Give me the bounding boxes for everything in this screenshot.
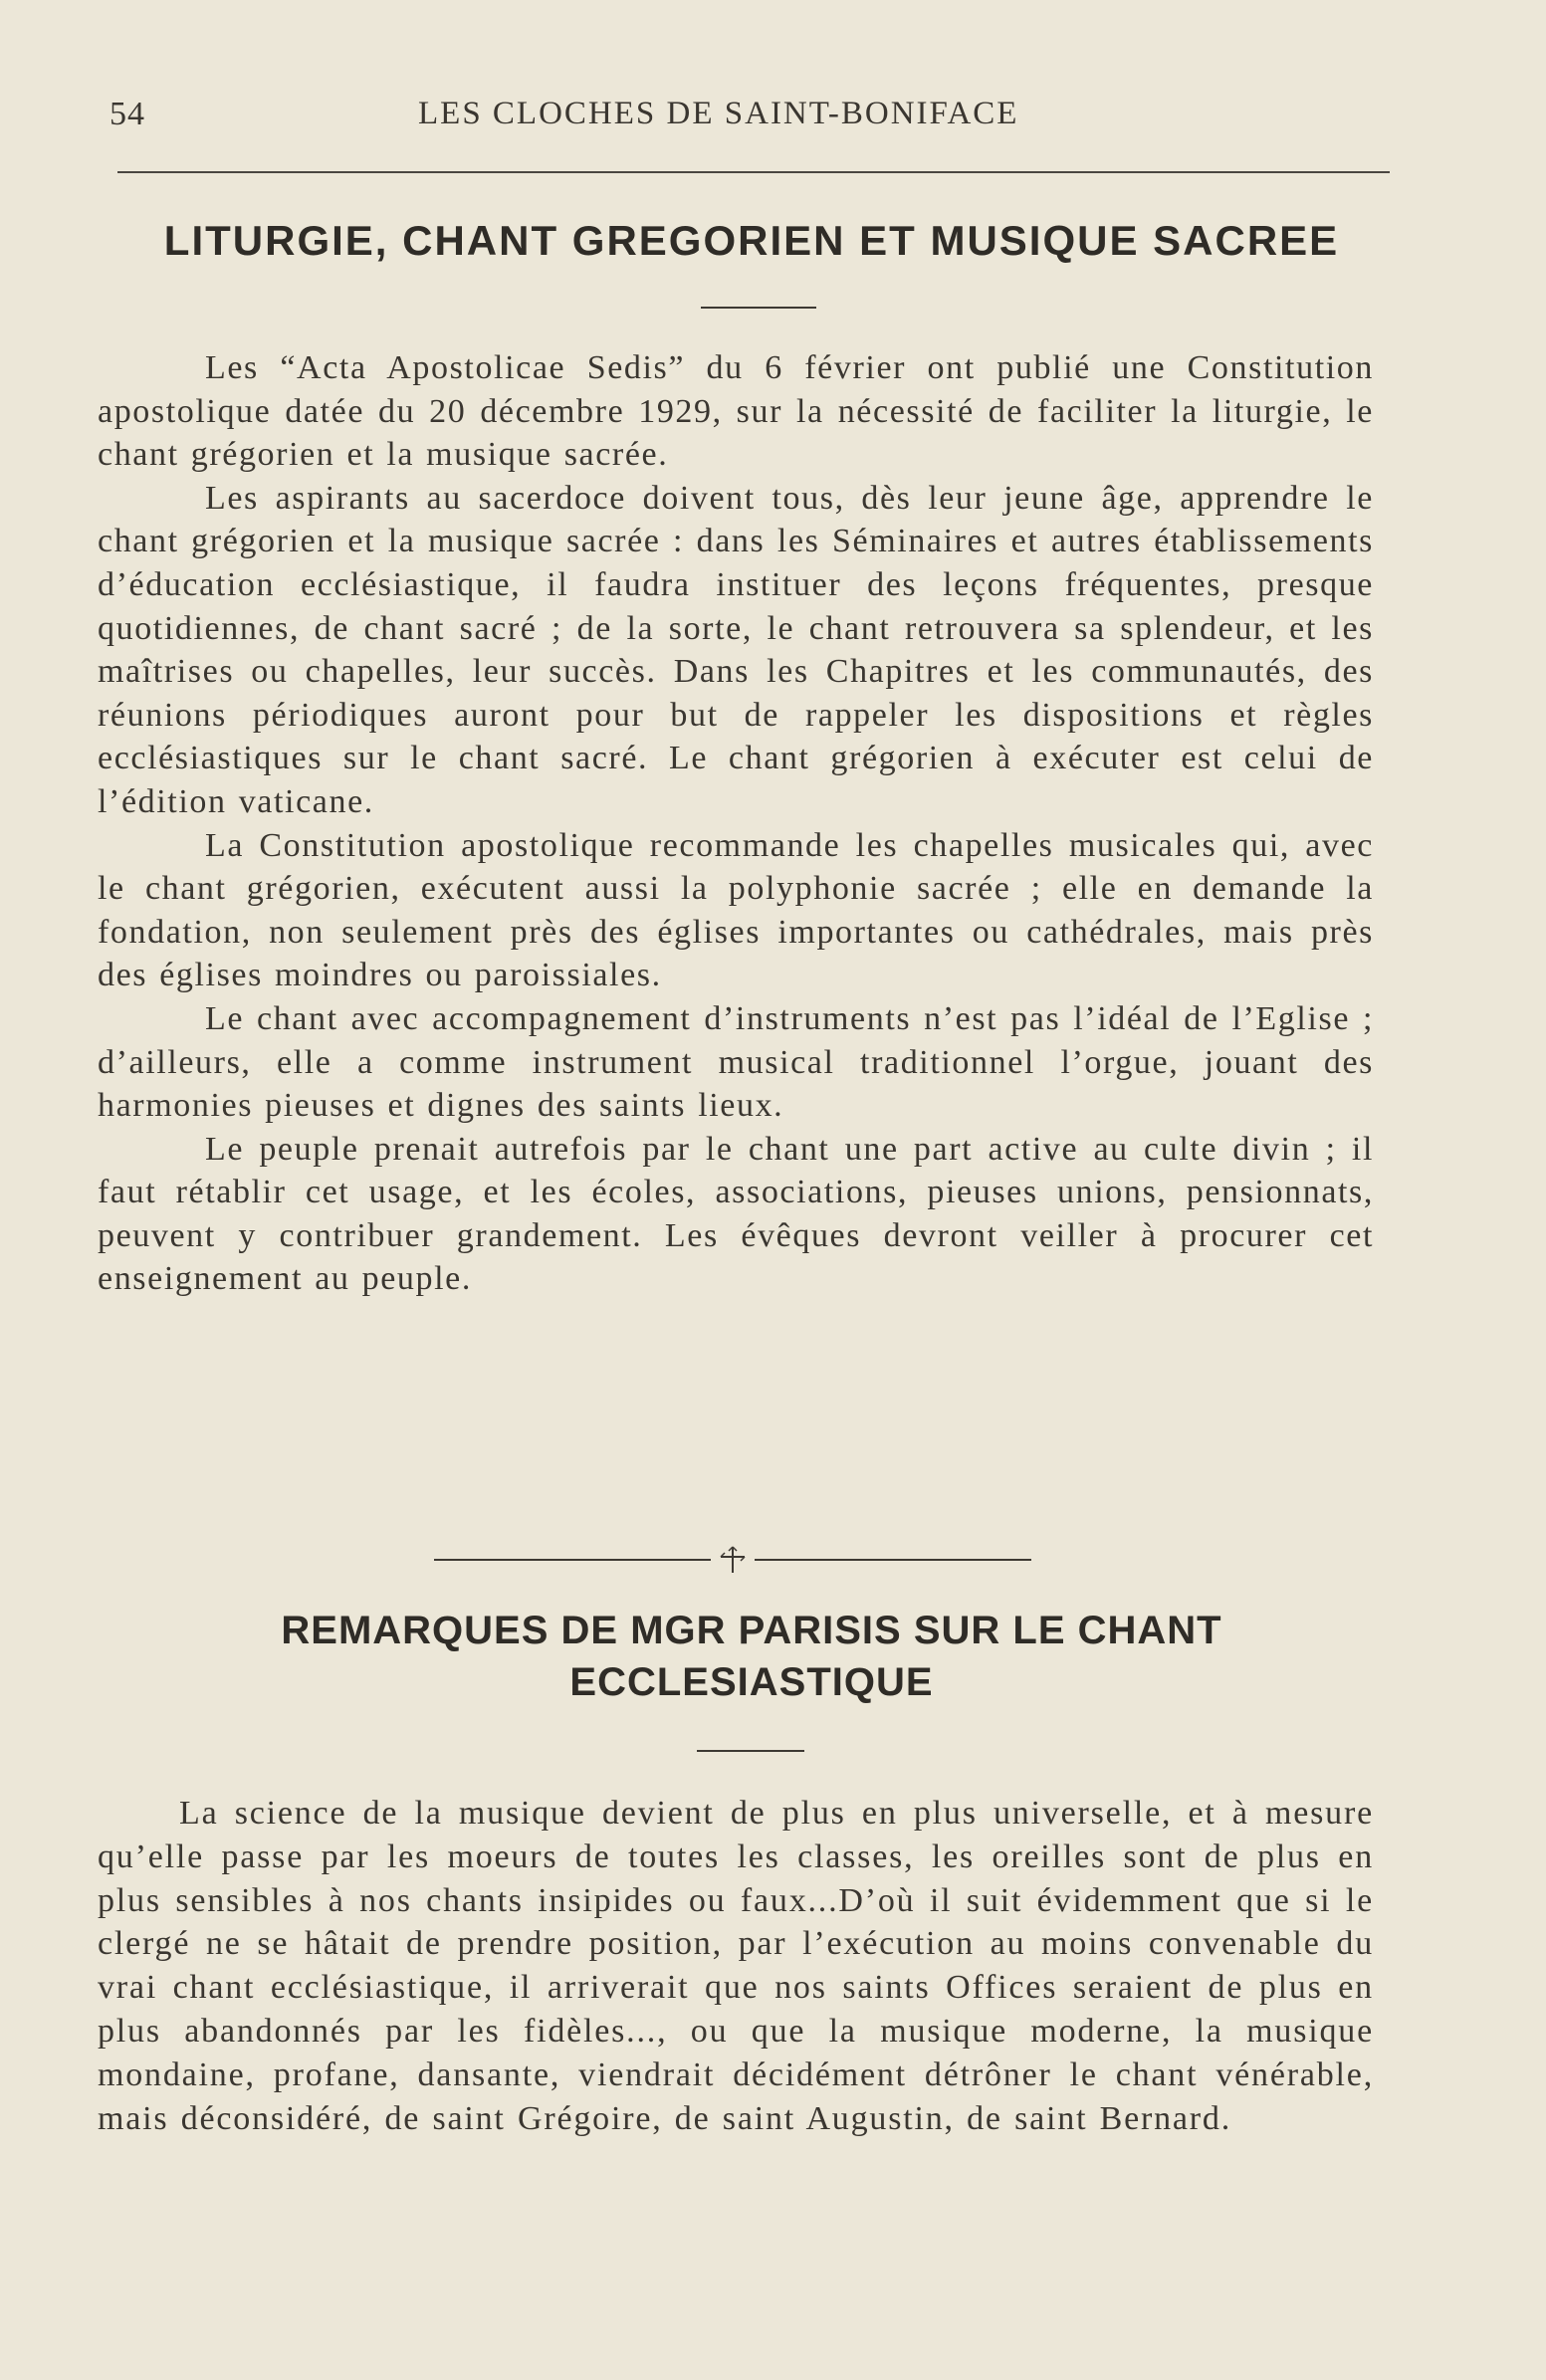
paragraph: La science de la musique devient de plus en plus universelle, et à mesure qu’elle passe par les moeurs de toutes les classes, les oreilles sont de plus en plus sensibles à nos chants insipides ou faux...D’où il suit évidemment que si le clergé ne se hâtait de prendre position, par l’exécution au moins convenable du vrai chant ecclésiastique, il arriverait que nos saints Offices seraient de plus en plus abandonnés par les fidèles..., ou que la musique moderne, la musique mondaine, profane, dansante, viendrait décidément détrôner le chant vénérable, mais déconsidéré, de saint Grégoire, de saint Augustin, de saint Bernard. [98,1795,1374,2137]
section-body-parisis [98,1792,1374,2140]
paragraph: Les “Acta Apostolicae Sedis” du 6 février ont publié une Constitution apostolique datée du 20 décembre 1929, sur la nécessité de faciliter la liturgie, le chant grégorien et la musique sacrée. [98,349,1374,474]
heading-line: ECCLESIASTIQUE [569,1660,934,1704]
section-body-liturgie [98,346,1374,1301]
paragraph: Le chant avec accompagnement d’instruments n’est pas l’idéal de l’Eglise ; d’ailleurs, elle a comme instrument musical traditionnel l’orgue, jouant des harmonies pieuses et dignes des saints lieux. [98,999,1374,1125]
running-title: LES CLOCHES DE SAINT-BONIFACE [418,96,1019,131]
ornament-line-right [755,1559,1031,1561]
paragraph: Les aspirants au sacerdoce doivent tous, dès leur jeune âge, apprendre le chant grégorien et la musique sacrée : dans les Séminaires et autres établissements d’éducation ecclésiastique, il faudra instituer des leçons fréquentes, presque quotidiennes, de chant sacré ; de la sorte, le chant retrouvera sa splendeur, et les maîtrises ou chapelles, leur succès. Dans les Chapitres et les communautés, des réunions périodiques auront pour but de rappeler les dispositions et règles ecclésiastiques sur le chant sacré. Le chant grégorien à exécuter est celui de l’édition vaticane. [98,479,1374,820]
section-heading-liturgie: LITURGIE, CHANT GREGORIEN ET MUSIQUE SACREE [163,217,1340,264]
paragraph: Le peuple prenait autrefois par le chant une part active au culte divin ; il faut rétablir cet usage, et les écoles, associations, pieuses unions, pensionnats, peuvent y contribuer grandement. Les évêques devront veiller à procurer cet enseignement au peuple. [98,1130,1374,1298]
heading-divider [697,1750,804,1752]
heading-line: REMARQUES DE MGR PARISIS SUR LE CHANT [281,1609,1222,1652]
cross-icon [713,1545,753,1575]
page-header [110,88,1394,137]
header-rule [117,171,1390,173]
paragraph: La Constitution apostolique recommande les chapelles musicales qui, avec le chant grégorien, exécutent aussi la polyphonie sacrée ; elle en demande la fondation, non seulement près des églises importantes ou cathédrales, mais près des églises moindres ou paroissiales. [98,826,1374,994]
cross-ornament-divider [434,1545,1031,1575]
heading-divider [701,307,816,309]
ornament-line-left [434,1559,711,1561]
page-number: 54 [110,96,145,132]
section-heading-parisis [110,1605,1394,1708]
